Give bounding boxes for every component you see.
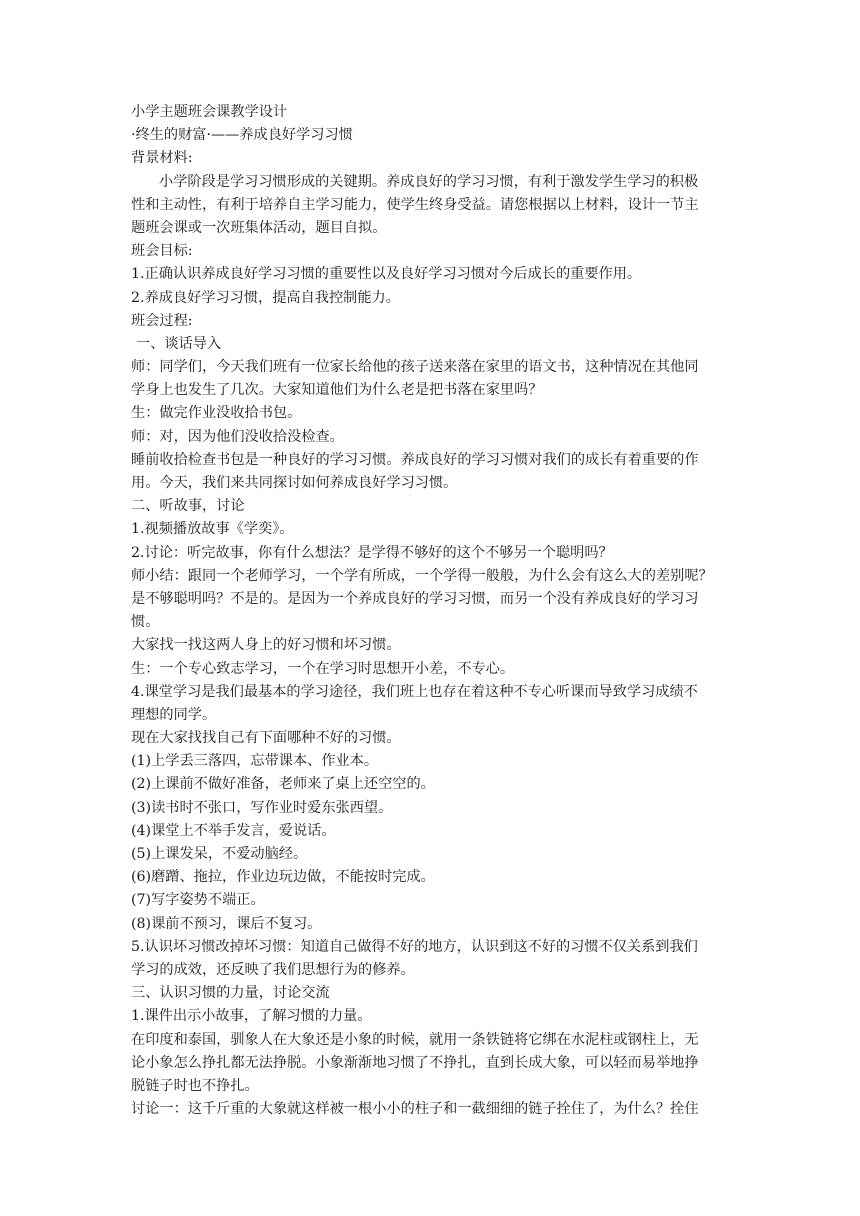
text-line: 背景材料: — [131, 150, 193, 167]
text-line: 现在大家找找自己有下面哪种不好的习惯。 — [131, 730, 401, 747]
text-line: 4.课堂学习是我们最基本的学习途径，我们班上也存在着这种不专心听课而导致学习成绩不 — [131, 683, 698, 700]
document-page — [131, 101, 731, 1121]
text-line: 二、听故事，讨论 — [131, 498, 245, 515]
text-line: (3)读书时不张口，写作业时爱东张西望。 — [131, 799, 393, 816]
text-line: 是不够聪明吗？不是的。是因为一个养成良好的学习习惯，而另一个没有养成良好的学习习 — [131, 590, 699, 607]
text-line: 1.视频播放故事《学奕》。 — [131, 521, 294, 538]
text-line: 三、认识习惯的力量，讨论交流 — [131, 985, 330, 1002]
text-line: (5)上课发呆，不爱动脑经。 — [131, 846, 308, 862]
text-line: 学身上也发生了几次。大家知道他们为什么老是把书落在家里吗？ — [131, 382, 543, 399]
text-line: 2.讨论：听完故事，你有什么想法？是学得不够好的这个不够另一个聪明吗？ — [131, 544, 613, 561]
text-line: (2)上课前不做好准备，老师来了桌上还空空的。 — [131, 776, 435, 793]
text-line: (4)课堂上不举手发言，爱说话。 — [131, 822, 336, 839]
text-line: 用。今天，我们来共同探讨如何养成良好学习习惯。 — [131, 475, 458, 491]
text-line: 论小象怎么挣扎都无法挣脱。小象渐渐地习惯了不挣扎，直到长成大象，可以轻而易举地挣 — [131, 1054, 699, 1071]
text-line: 班会过程: — [131, 312, 193, 329]
text-line: 2.养成良好学习习惯，提高自我控制能力。 — [131, 289, 400, 306]
text-line: 1.课件出示小故事，了解习惯的力量。 — [131, 1008, 372, 1025]
text-line: (7)写字姿势不端正。 — [131, 892, 265, 909]
text-line: 脱链子时也不挣扎。 — [131, 1077, 259, 1094]
text-line: 小学主题班会课教学设计 — [131, 104, 288, 120]
text-line: 惯。 — [131, 614, 160, 631]
text-line: (8)课前不预习，课后不复习。 — [131, 915, 322, 932]
text-line: 题班会课或一次班集体活动，题目自拟。 — [131, 219, 387, 236]
text-line: 师：同学们，今天我们班有一位家长给他的孩子送来落在家里的语文书，这种情况在其他同 — [131, 359, 699, 376]
text-line: 在印度和泰国，驯象人在大象还是小象的时候，就用一条铁链将它绑在水泥柱或钢柱上，无 — [131, 1031, 699, 1048]
text-line: 5.认识坏习惯改掉坏习惯：知道自己做得不好的地方，认识到这不好的习惯不仅关系到我们 — [131, 938, 698, 955]
text-line: 一、谈话导入 — [136, 335, 222, 352]
text-line: 班会目标: — [131, 243, 193, 260]
text-line: 小学阶段是学习习惯形成的关键期。养成良好的学习习惯，有利于激发学生学习的积极 — [159, 173, 699, 190]
text-line: 睡前收拾检查书包是一种良好的学习习惯。养成良好的学习习惯对我们的成长有着重要的作 — [131, 451, 699, 468]
text-line: 理想的同学。 — [131, 706, 217, 723]
text-line: 讨论一：这千斤重的大象就这样被一根小小的柱子和一截细细的链子拴住了，为什么？拴住 — [131, 1101, 699, 1118]
text-line: (6)磨蹭、拖拉，作业边玩边做，不能按时完成。 — [131, 869, 435, 886]
text-line: 生：一个专心致志学习，一个在学习时思想开小差，不专心。 — [131, 660, 515, 677]
text-line: 师小结：跟同一个老师学习，一个学有所成，一个学得一般般，为什么会有这么大的差别呢？ — [131, 567, 713, 584]
text-line: 生：做完作业没收拾书包。 — [131, 405, 302, 422]
text-line: ·终生的财富·——养成良好学习习惯 — [131, 127, 353, 144]
text-line: 大家找一找这两人身上的好习惯和坏习惯。 — [131, 637, 401, 654]
text-line: 1.正确认识养成良好学习习惯的重要性以及良好学习习惯对今后成长的重要作用。 — [131, 266, 642, 283]
text-line: 师：对，因为他们没收拾没检查。 — [131, 428, 344, 445]
text-line: 学习的成效，还反映了我们思想行为的修养。 — [131, 961, 415, 978]
text-line: 性和主动性，有利于培养自主学习能力，使学生终身受益。请您根据以上材料，设计一节主 — [131, 196, 699, 213]
text-line: (1)上学丢三落四，忘带课本、作业本。 — [131, 753, 379, 770]
